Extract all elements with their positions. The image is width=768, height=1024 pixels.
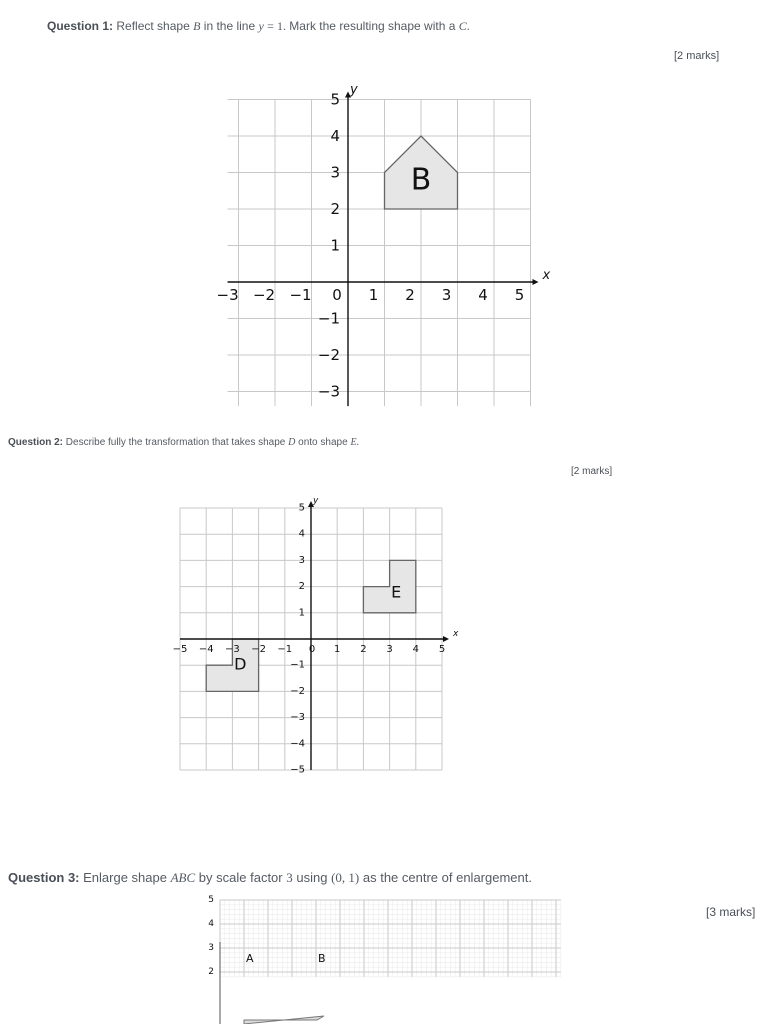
x-tick-5: 5	[438, 644, 446, 655]
x-tick-1: 1	[334, 644, 341, 655]
x-tick-1: 1	[368, 286, 379, 304]
x-tick-minus-3: −3	[225, 644, 240, 655]
y-tick-minus-3: −3	[290, 712, 305, 724]
question-2-label: Question 2:	[8, 437, 64, 448]
y-tick-1: 1	[298, 607, 305, 619]
y-tick-minus-1: −1	[317, 309, 340, 328]
y-tick-4: 4	[330, 127, 340, 145]
y-tick-4: 4	[208, 919, 214, 929]
centre-of-enlargement: (0, 1)	[331, 870, 360, 885]
shape-d-label: D	[234, 654, 247, 674]
question-1-grid	[216, 80, 551, 415]
y-tick-1: 1	[330, 236, 340, 255]
question-1-text: Question 1: Reflect shape B in the line y = 1. Mark the resulting shape with a C.	[47, 19, 470, 33]
question-3-grid	[200, 895, 570, 1024]
x-tick-minus-4: −4	[198, 644, 214, 655]
y-tick-minus-3: −3	[317, 382, 340, 401]
x-tick-minus-3: −3	[216, 286, 239, 304]
x-tick-3: 3	[386, 644, 393, 655]
shape-abc-ref: ABC	[170, 870, 196, 885]
question-3-label: Question 3:	[8, 870, 80, 885]
x-axis-label: x	[542, 268, 551, 283]
y-tick-4: 4	[298, 528, 305, 540]
y-axis-label: y	[313, 496, 319, 506]
question-3-marks: [3 marks]	[706, 905, 756, 919]
x-tick-0: 0	[332, 286, 342, 304]
question-3-text: Question 3: Enlarge shape ABC by scale factor 3 using (0, 1) as the centre of enlargement.	[8, 870, 532, 885]
shape-b-label: B	[410, 162, 432, 198]
x-tick-minus-5: −5	[172, 644, 188, 655]
shape-abc-partial	[244, 1016, 324, 1024]
y-tick-minus-2: −2	[317, 346, 340, 364]
y-tick-5: 5	[330, 90, 340, 109]
x-axis-arrow	[533, 279, 539, 285]
shape-b-ref: B	[193, 19, 201, 33]
x-tick-5: 5	[514, 286, 525, 304]
point-a-label: A	[246, 952, 254, 965]
y-tick-minus-1: −1	[290, 659, 305, 671]
y-tick-minus-5: −5	[290, 764, 305, 776]
shape-e-label: E	[391, 582, 402, 602]
y-tick-minus-4: −4	[290, 738, 305, 750]
y-tick-3: 3	[330, 163, 340, 182]
x-tick-minus-1: −1	[277, 644, 293, 655]
y-tick-2: 2	[330, 200, 340, 218]
question-2-text: Question 2: Describe fully the transformation that takes shape D onto shape E.	[8, 437, 360, 448]
x-tick-minus-2: −2	[251, 644, 266, 655]
point-b-label: B	[318, 952, 326, 965]
x-tick-minus-1: −1	[289, 286, 312, 304]
x-tick-2: 2	[405, 286, 415, 304]
y-tick-minus-2: −2	[290, 685, 305, 697]
y-tick-2: 2	[298, 581, 305, 593]
x-tick-2: 2	[360, 644, 367, 655]
x-tick-4: 4	[412, 644, 419, 655]
y-tick-3: 3	[208, 943, 214, 953]
question-2-grid	[165, 492, 465, 782]
x-tick-3: 3	[441, 286, 452, 304]
y-tick-5: 5	[298, 502, 305, 514]
question-1-marks: [2 marks]	[674, 50, 720, 62]
shape-e	[363, 560, 415, 612]
x-tick-4: 4	[478, 286, 488, 304]
y-tick-5: 5	[208, 895, 214, 905]
shape-c-ref: C	[458, 19, 467, 33]
x-axis-arrow	[443, 636, 449, 642]
question-2-marks: [2 marks]	[571, 466, 613, 477]
x-axis-label: x	[453, 629, 459, 639]
shape-e-ref: E	[350, 437, 357, 448]
x-tick-minus-2: −2	[252, 286, 276, 304]
y-tick-2: 2	[208, 967, 214, 977]
y-axis-label: y	[350, 82, 358, 98]
x-tick-0: 0	[308, 644, 316, 655]
shape-d-ref: D	[288, 437, 296, 448]
question-1-label: Question 1:	[47, 19, 114, 33]
y-tick-3: 3	[298, 554, 305, 566]
